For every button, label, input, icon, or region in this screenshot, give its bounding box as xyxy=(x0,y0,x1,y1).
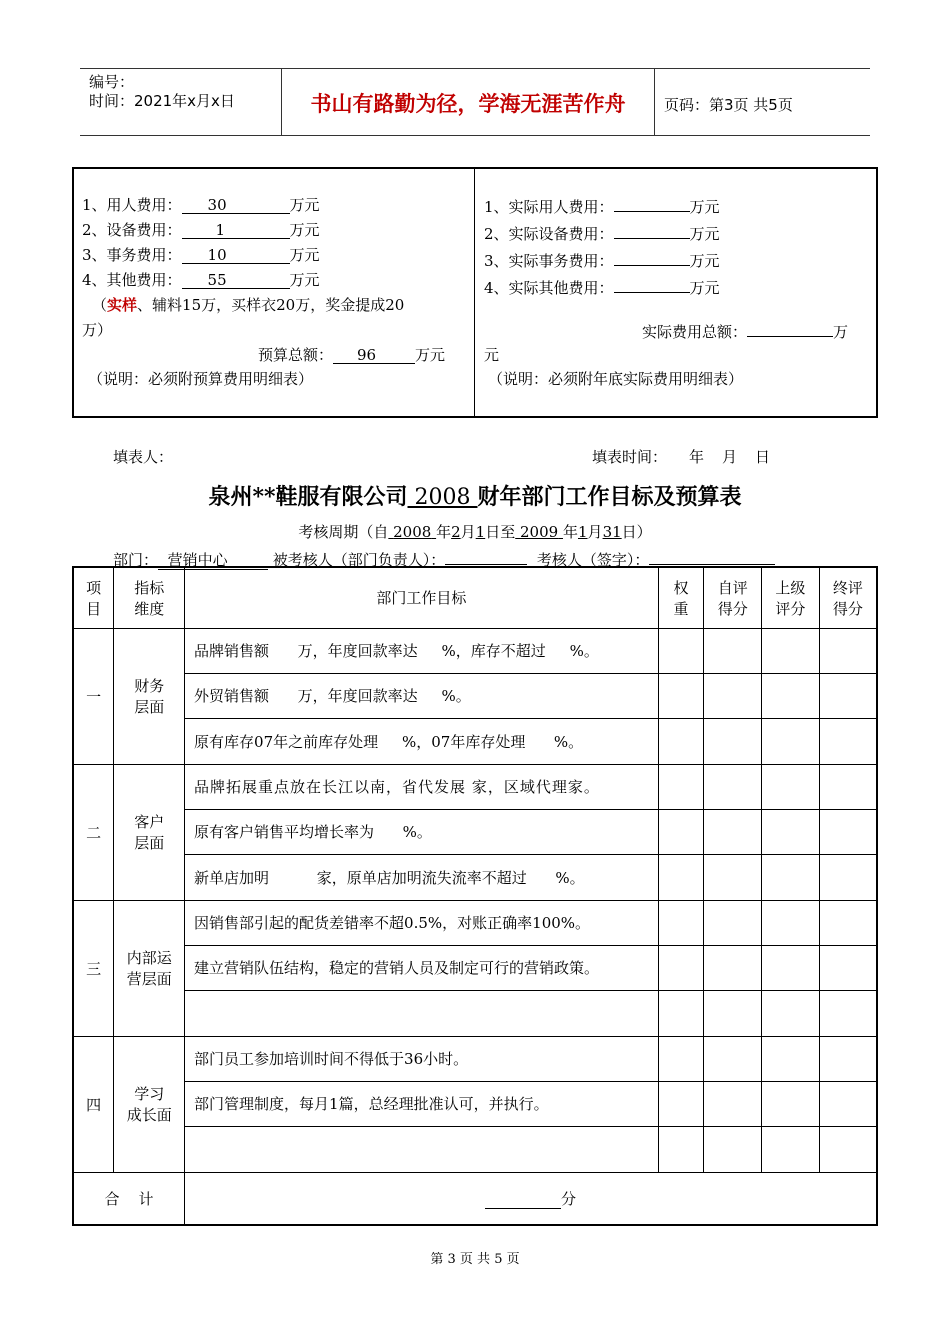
header-divider xyxy=(654,68,655,135)
weight-cell[interactable] xyxy=(658,673,704,718)
table-row xyxy=(73,1126,877,1172)
col-self-score: 自评 得分 xyxy=(704,567,762,628)
final-score-cell[interactable] xyxy=(819,1126,877,1172)
table-row xyxy=(73,945,877,990)
self-score-cell[interactable] xyxy=(704,990,762,1036)
filler-person: 填表人： xyxy=(113,448,174,466)
budget-note-cont: 万） xyxy=(82,321,113,339)
table-row xyxy=(73,673,877,718)
supervisor-score-cell[interactable] xyxy=(762,900,820,945)
weight-cell[interactable] xyxy=(658,854,704,900)
goal-cell: 品牌拓展重点放在长江以南，省代发展 家，区域代理家。 xyxy=(185,764,659,809)
col-goal: 部门工作目标 xyxy=(185,567,659,628)
weight-cell[interactable] xyxy=(658,990,704,1036)
budget-item: 1、用人费用： 30 万元 xyxy=(82,196,320,214)
col-final-score: 终评 得分 xyxy=(819,567,877,628)
table-row xyxy=(73,718,877,764)
self-score-cell[interactable] xyxy=(704,764,762,809)
supervisor-score-cell[interactable] xyxy=(762,945,820,990)
supervisor-score-cell[interactable] xyxy=(762,628,820,673)
goal-cell: 品牌销售额 万，年度回款率达 %，库存不超过 %。 xyxy=(185,628,659,673)
self-score-cell[interactable] xyxy=(704,945,762,990)
weight-cell[interactable] xyxy=(658,764,704,809)
header-page: 页码：第3页 共5页 xyxy=(664,96,793,114)
goal-cell: 建立营销队伍结构，稳定的营销人员及制定可行的营销政策。 xyxy=(185,945,659,990)
budget-item: 4、其他费用： 55 万元 xyxy=(82,271,320,289)
final-score-cell[interactable] xyxy=(819,718,877,764)
supervisor-score-cell[interactable] xyxy=(762,764,820,809)
self-score-cell[interactable] xyxy=(704,809,762,854)
final-score-cell[interactable] xyxy=(819,673,877,718)
self-score-cell[interactable] xyxy=(704,628,762,673)
table-row xyxy=(73,900,877,945)
header-motto: 书山有路勤为径，学海无涯苦作舟 xyxy=(310,92,626,116)
supervisor-score-cell[interactable] xyxy=(762,673,820,718)
table-row xyxy=(73,764,877,809)
self-score-cell[interactable] xyxy=(704,718,762,764)
table-header xyxy=(73,567,877,628)
budget-remark: （说明：必须附预算费用明细表） xyxy=(88,370,314,388)
group-dimension: 内部运 营层面 xyxy=(114,900,185,1036)
budget-note-highlight: 实样 xyxy=(107,296,138,314)
group-number: 四 xyxy=(73,1036,114,1172)
total-unit: 分 xyxy=(561,1189,577,1208)
supervisor-score-cell[interactable] xyxy=(762,1081,820,1126)
weight-cell[interactable] xyxy=(658,1081,704,1126)
self-score-cell[interactable] xyxy=(704,673,762,718)
goal-cell: 新单店加明 家，原单店加明流失流率不超过 %。 xyxy=(185,854,659,900)
goal-cell: 因销售部引起的配货差错率不超0.5%，对账正确率100%。 xyxy=(185,900,659,945)
self-score-cell[interactable] xyxy=(704,1036,762,1081)
header-bottom-rule xyxy=(80,135,870,136)
self-score-cell[interactable] xyxy=(704,1081,762,1126)
final-score-cell[interactable] xyxy=(819,990,877,1036)
goal-cell: 原有客户销售平均增长率为 %。 xyxy=(185,809,659,854)
group-number: 一 xyxy=(73,628,114,764)
actual-total-unit: 元 xyxy=(484,346,500,364)
budget-divider xyxy=(474,167,475,416)
header-time: 时间：2021年x月x日 xyxy=(89,92,235,110)
filler-time: 填表时间： 年 月 日 xyxy=(592,448,771,466)
supervisor-score-cell[interactable] xyxy=(762,1126,820,1172)
dept-line: 部门： 营销中心 被考核人（部门负责人）： 考核人（签字）： xyxy=(113,546,775,570)
goal-cell: 原有库存07年之前库存处理 %，07年库存处理 %。 xyxy=(185,718,659,764)
goals-table xyxy=(72,566,878,1226)
budget-item: 2、设备费用： 1 万元 xyxy=(82,221,320,239)
actual-item: 2、实际设备费用： 万元 xyxy=(484,220,720,247)
weight-cell[interactable] xyxy=(658,1036,704,1081)
weight-cell[interactable] xyxy=(658,1126,704,1172)
assessment-period: 考核周期（自 2008 年2月1日至 2009 年1月31日） xyxy=(298,523,652,541)
budget-note: （实样、辅料15万，买样衣20万，奖金提成20 xyxy=(92,296,405,314)
col-supervisor-score: 上级 评分 xyxy=(762,567,820,628)
group-dimension: 财务 层面 xyxy=(114,628,185,764)
total-label: 合 计 xyxy=(73,1172,185,1225)
weight-cell[interactable] xyxy=(658,945,704,990)
budget-item: 3、事务费用： 10 万元 xyxy=(82,246,320,264)
supervisor-score-cell[interactable] xyxy=(762,990,820,1036)
page-title: 泉州**鞋服有限公司 2008 财年部门工作目标及预算表 xyxy=(208,484,742,510)
goal-cell[interactable] xyxy=(185,990,659,1036)
final-score-cell[interactable] xyxy=(819,1036,877,1081)
final-score-cell[interactable] xyxy=(819,809,877,854)
col-weight: 权 重 xyxy=(658,567,704,628)
self-score-cell[interactable] xyxy=(704,854,762,900)
self-score-cell[interactable] xyxy=(704,900,762,945)
header-number: 编号： xyxy=(89,73,135,91)
group-number: 二 xyxy=(73,764,114,900)
goal-cell: 部门员工参加培训时间不得低于36小时。 xyxy=(185,1036,659,1081)
supervisor-score-cell[interactable] xyxy=(762,809,820,854)
table-row xyxy=(73,1036,877,1081)
budget-right xyxy=(484,193,720,301)
goal-cell: 外贸销售额 万，年度回款率达 %。 xyxy=(185,673,659,718)
page-footer: 第 3 页 共 5 页 xyxy=(430,1252,520,1267)
budget-left xyxy=(82,193,404,343)
table-row xyxy=(73,1081,877,1126)
goal-cell[interactable] xyxy=(185,1126,659,1172)
table-row xyxy=(73,809,877,854)
self-score-cell[interactable] xyxy=(704,1126,762,1172)
final-score-cell[interactable] xyxy=(819,628,877,673)
final-score-cell[interactable] xyxy=(819,900,877,945)
budget-total: 预算总额： 96 万元 xyxy=(258,346,446,364)
group-dimension: 客户 层面 xyxy=(114,764,185,900)
total-row xyxy=(73,1172,877,1225)
actual-total: 实际费用总额： 万 xyxy=(642,318,848,345)
final-score-cell[interactable] xyxy=(819,854,877,900)
col-dimension: 指标 维度 xyxy=(114,567,185,628)
final-score-cell[interactable] xyxy=(819,1081,877,1126)
supervisor-score-cell[interactable] xyxy=(762,718,820,764)
group-number: 三 xyxy=(73,900,114,1036)
weight-cell[interactable] xyxy=(658,718,704,764)
table-row xyxy=(73,854,877,900)
weight-cell[interactable] xyxy=(658,628,704,673)
actual-item: 3、实际事务费用： 万元 xyxy=(484,247,720,274)
total-cell[interactable] xyxy=(185,1172,877,1225)
weight-cell[interactable] xyxy=(658,900,704,945)
supervisor-score-cell[interactable] xyxy=(762,1036,820,1081)
col-item: 项 目 xyxy=(73,567,114,628)
group-dimension: 学习 成长面 xyxy=(114,1036,185,1172)
table-row xyxy=(73,628,877,673)
actual-remark: （说明：必须附年底实际费用明细表） xyxy=(488,370,744,388)
table-row xyxy=(73,990,877,1036)
weight-cell[interactable] xyxy=(658,809,704,854)
final-score-cell[interactable] xyxy=(819,945,877,990)
goal-cell: 部门管理制度，每月1篇，总经理批准认可，并执行。 xyxy=(185,1081,659,1126)
header-top-rule xyxy=(80,68,870,69)
final-score-cell[interactable] xyxy=(819,764,877,809)
supervisor-score-cell[interactable] xyxy=(762,854,820,900)
actual-item: 4、实际其他费用： 万元 xyxy=(484,274,720,301)
actual-item: 1、实际用人费用： 万元 xyxy=(484,193,720,220)
